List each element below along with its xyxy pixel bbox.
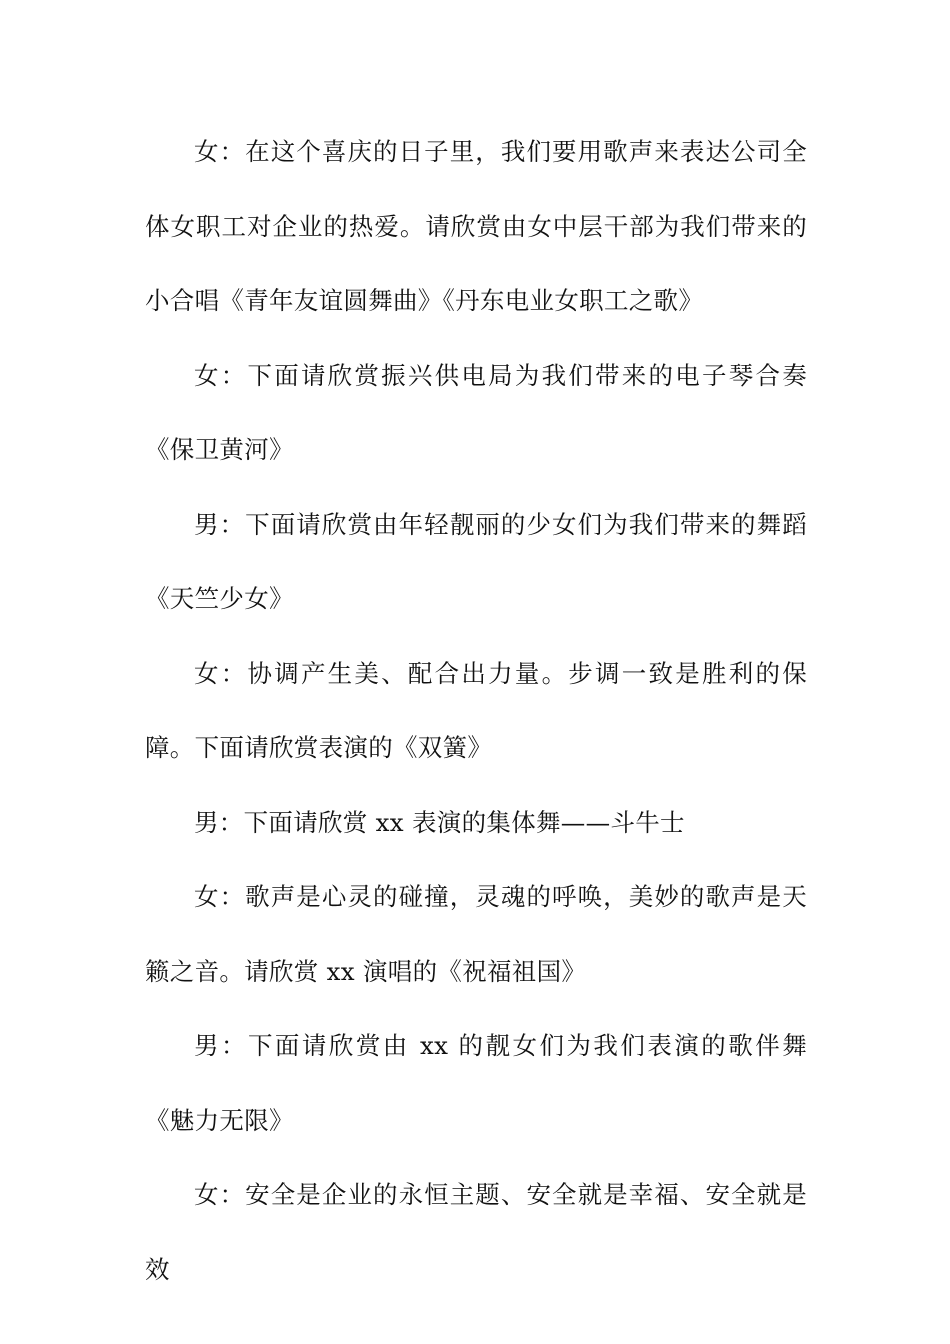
paragraph-6: 女：歌声是心灵的碰撞，灵魂的呼唤，美妙的歌声是天籁之音。请欣赏 xx 演唱的《祝福祖国》	[145, 882, 807, 986]
paragraph-1: 女：在这个喜庆的日子里，我们要用歌声来表达公司全体女职工对企业的热爱。请欣赏由女中层干部为我们带来的小合唱《青年友谊圆舞曲》《丹东电业女职工之歌》	[145, 137, 807, 315]
paragraph-8: 女：安全是企业的永恒主题、安全就是幸福、安全就是效	[145, 1180, 807, 1284]
paragraph-7: 男：下面请欣赏由 xx 的靓女们为我们表演的歌伴舞《魅力无限》	[145, 1031, 807, 1135]
paragraph-4: 女：协调产生美、配合出力量。步调一致是胜利的保障。下面请欣赏表演的《双簧》	[145, 658, 807, 762]
document-body	[145, 115, 807, 1307]
paragraph-2: 女：下面请欣赏振兴供电局为我们带来的电子琴合奏《保卫黄河》	[145, 360, 807, 464]
paragraph-3: 男：下面请欣赏由年轻靓丽的少女们为我们带来的舞蹈《天竺少女》	[145, 509, 807, 613]
paragraph-5: 男：下面请欣赏 xx 表演的集体舞——斗牛士	[194, 807, 685, 837]
